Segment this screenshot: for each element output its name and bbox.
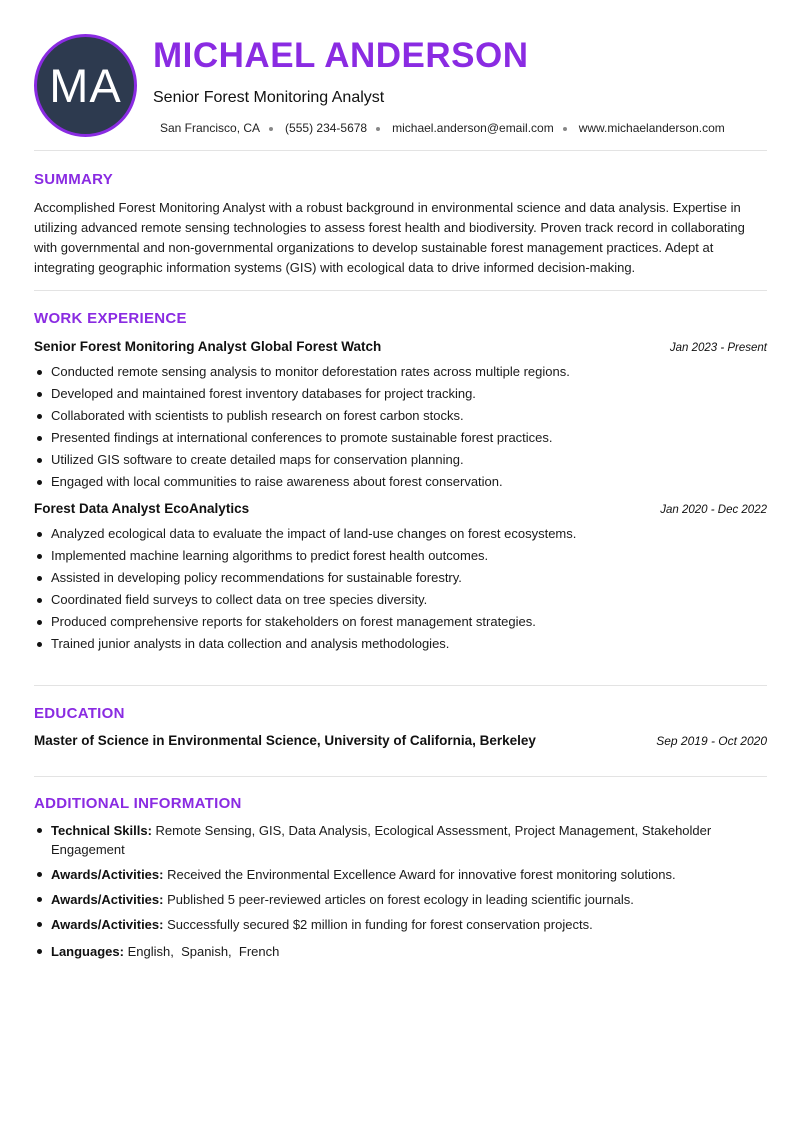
education-dates: Sep 2019 - Oct 2020 <box>656 734 767 748</box>
candidate-title: Senior Forest Monitoring Analyst <box>153 89 385 106</box>
item-text: Remote Sensing, GIS, Data Analysis, Ecological Assessment, Project Management, Stakeholder Engagement <box>51 823 712 857</box>
job-entry <box>34 339 767 493</box>
list-item <box>51 865 767 884</box>
list-item: Produced comprehensive reports for stakeholders on forest management strategies. <box>51 611 767 633</box>
candidate-name: MICHAEL ANDERSON <box>153 36 529 75</box>
list-item <box>51 942 767 961</box>
summary-text: Accomplished Forest Monitoring Analyst with a robust background in environmental science and data analysis. Expertise in utilizing advanced remote sensing technologies to assess forest health and biodiversity. Proven track record in collaborating with governmental and non-governmental organizations to develop sustainable forest management practices. Adept at integrating geographic information systems (GIS) with ecological data to drive informed decision-making. <box>34 200 745 275</box>
additional-information-section <box>34 777 767 961</box>
list-item: Analyzed ecological data to evaluate the impact of land-use changes on forest ecosystems. <box>51 523 767 545</box>
contact-bar <box>160 121 725 135</box>
avatar-initials: MA <box>49 59 122 112</box>
job-bullets <box>34 361 767 493</box>
job-header <box>34 339 767 354</box>
item-label: Awards/Activities: <box>51 917 164 932</box>
education-degree: Master of Science in Environmental Science, University of California, Berkeley <box>34 733 536 748</box>
list-item: Collaborated with scientists to publish research on forest carbon stocks. <box>51 405 767 427</box>
summary-section <box>34 151 767 291</box>
job-bullets <box>34 523 767 655</box>
work-experience-heading: WORK EXPERIENCE <box>34 310 187 327</box>
item-text: Received the Environmental Excellence Award for innovative forest monitoring solutions. <box>167 867 676 882</box>
list-item: Utilized GIS software to create detailed maps for conservation planning. <box>51 449 767 471</box>
resume-header <box>34 0 767 151</box>
job-header <box>34 501 767 516</box>
list-item <box>51 821 767 859</box>
list-item: Engaged with local communities to raise awareness about forest conservation. <box>51 471 767 493</box>
work-experience-section <box>34 291 767 686</box>
job-title <box>34 339 381 354</box>
list-item: Coordinated field surveys to collect data on tree species diversity. <box>51 589 767 611</box>
separator-dot-icon <box>376 127 380 131</box>
job-role: Senior Forest Monitoring Analyst <box>34 339 247 354</box>
summary-heading: SUMMARY <box>34 171 114 188</box>
additional-list <box>34 821 767 961</box>
job-title <box>34 501 249 516</box>
list-item <box>51 915 767 934</box>
job-dates: Jan 2020 - Dec 2022 <box>660 504 767 516</box>
list-item: Presented findings at international conferences to promote sustainable forest practices. <box>51 427 767 449</box>
contact-location: San Francisco, CA <box>160 121 261 135</box>
separator-dot-icon <box>269 127 273 131</box>
education-section <box>34 686 767 777</box>
item-label: Technical Skills: <box>51 823 152 838</box>
list-item: Implemented machine learning algorithms to predict forest health outcomes. <box>51 545 767 567</box>
job-company: Global Forest Watch <box>250 339 382 354</box>
list-item: Trained junior analysts in data collection and analysis methodologies. <box>51 633 767 655</box>
list-item: Developed and maintained forest inventory databases for project tracking. <box>51 383 767 405</box>
list-item: Assisted in developing policy recommendations for sustainable forestry. <box>51 567 767 589</box>
item-label: Awards/Activities: <box>51 892 164 907</box>
item-text: Published 5 peer-reviewed articles on forest ecology in leading scientific journals. <box>167 892 634 907</box>
avatar <box>34 34 137 137</box>
additional-information-heading: ADDITIONAL INFORMATION <box>34 795 242 812</box>
contact-email[interactable]: michael.anderson@email.com <box>392 121 554 135</box>
job-company: EcoAnalytics <box>164 501 250 516</box>
contact-phone: (555) 234-5678 <box>285 121 368 135</box>
list-item <box>51 890 767 909</box>
job-role: Forest Data Analyst <box>34 501 161 516</box>
job-entry <box>34 501 767 655</box>
item-text: Successfully secured $2 million in funding for forest conservation projects. <box>167 917 593 932</box>
job-dates: Jan 2023 - Present <box>669 342 767 354</box>
contact-website[interactable]: www.michaelanderson.com <box>578 121 725 135</box>
item-text: English, Spanish, French <box>127 944 280 959</box>
item-label: Awards/Activities: <box>51 867 164 882</box>
education-heading: EDUCATION <box>34 705 125 722</box>
list-item: Conducted remote sensing analysis to monitor deforestation rates across multiple regions. <box>51 361 767 383</box>
education-entry <box>34 733 767 748</box>
item-label: Languages: <box>51 944 124 959</box>
separator-dot-icon <box>563 127 567 131</box>
